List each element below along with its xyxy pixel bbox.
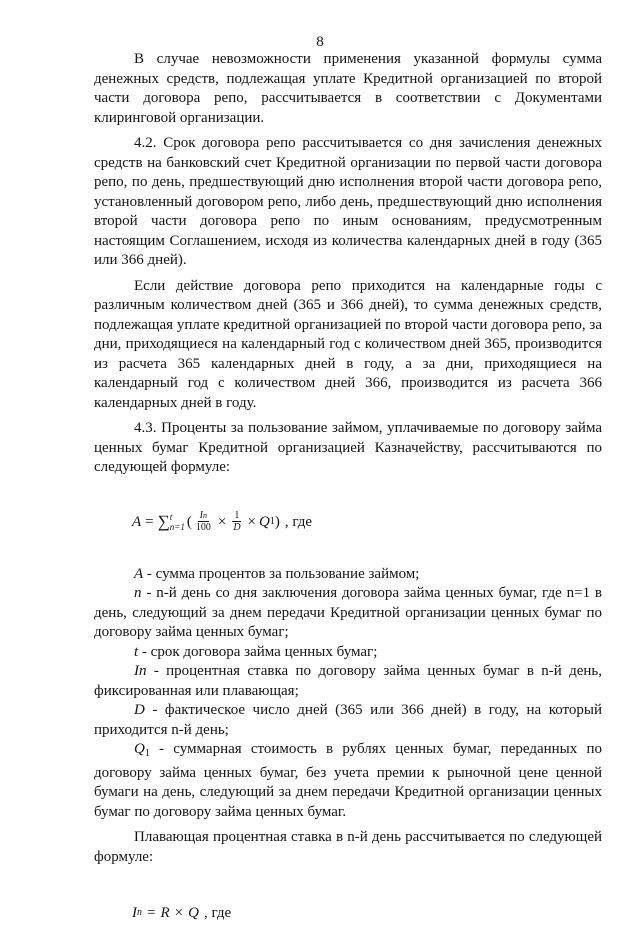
definition-a-text: - сумма процентов за пользование займом; [143, 565, 420, 582]
definition-t-text: - срок договора займа ценных бумаг; [138, 643, 378, 660]
definition-t-symbol: t [134, 643, 139, 660]
definition-q1-text: - суммарная стоимость в рублях ценных бумаг, переданных по договору займа ценных бумаг, без учета премии к рыночной цене ценной бумаги на день, следующий за днем передачи Кредитной организации ценных бумаг по договору займа ценных бумаг. [94, 741, 602, 820]
formula2-suffix: , где [203, 905, 232, 921]
formula-suffix: , где [284, 513, 313, 530]
formula-days-denominator: D [233, 522, 241, 533]
paragraph-formula-fallback: В случае невозможности применения указанной формулы сумма денежных средств, подлежащая уплате Кредитной организацией по второй части договора репо, рассчитывается в соответствии с Документами клиринговой организации. [94, 51, 602, 126]
formula2-lhs: I [132, 905, 137, 921]
formula2-r: R [160, 905, 170, 921]
formula-rate-subscript: n [203, 511, 208, 520]
paragraph-floating-rate: Плавающая процентная ставка в n-й день рассчитывается по следующей формуле: [94, 829, 602, 865]
definition-n-text: - n-й день со дня заключения договора займа ценных бумаг, где n=1 в день, следующий за днем передачи Кредитной организации ценных бумаг по договору займа ценных бумаг; [94, 585, 602, 640]
formula-interest-sum [132, 508, 602, 536]
page-number: 8 [316, 34, 324, 50]
definition-in-text: - процентная ставка по договору займа ценных бумаг в n-й день, фиксированная или плавающая; [94, 663, 602, 699]
formula-days-numerator: 1 [234, 510, 240, 521]
formula-times-2: × [247, 513, 257, 530]
formula-sum-symbol: ∑ [157, 511, 170, 531]
formula-rate-fraction [194, 510, 213, 533]
definition-a [94, 565, 602, 585]
paragraph-calendar-years: Если действие договора репо приходится на календарные годы с различным количеством дней (365 и 366 дней), то сумма денежных средств, подлежащая уплате кредитной организацией по второй части договора репо, за дни, приходящиеся на календарный год с количеством дней 365, производится из расчета 365 календарных дней в году, а за дни, приходящиеся на календарный год с количеством дней 366, производится из расчета 366 календарных дней в году. [94, 277, 602, 411]
formula-lhs: A [132, 513, 142, 530]
definition-d-text: - фактическое число дней (365 или 366 дней) в году, на который приходится n-й день; [94, 702, 602, 738]
document-body [94, 50, 602, 925]
formula2-lhs-subscript: n [137, 907, 142, 918]
definition-n-symbol: n [134, 585, 142, 601]
paragraph-4-2: 4.2. Срок договора репо рассчитывается со дня зачисления денежных средств на банковский счет Кредитной организации по первой части договора репо, по день, предшествующий дню исполнения второй части договора репо, установленный договором репо, либо день, предшествующий дню исполнения второй части договора репо по иным основаниям, предусмотренным настоящим Соглашением, исходя из количества календарных дней в году (365 или 366 дней). [94, 135, 602, 268]
definition-d [94, 701, 602, 740]
definition-q1-symbol: Q [134, 741, 145, 757]
definition-n [94, 584, 602, 643]
definition-a-symbol: A [134, 565, 144, 582]
formula-q-symbol: Q [259, 513, 270, 530]
definition-q1 [94, 740, 602, 822]
formula-q-subscript: 1 [269, 515, 275, 527]
definition-d-symbol: D [134, 702, 145, 718]
formula2-equals: = [147, 905, 156, 921]
formula-equals: = [145, 513, 154, 530]
definition-q1-subscript: 1 [144, 748, 150, 759]
formula-close-paren: ) [274, 513, 280, 530]
formula-sum-upper: t [169, 511, 173, 522]
formula2-q: Q [188, 905, 199, 921]
paragraph-4-3: 4.3. Проценты за пользование займом, уплачиваемые по договору займа ценных бумаг Кредитной организацией Казначейству, рассчитываются по следующей формуле: [94, 420, 602, 475]
formula-times-1: × [217, 513, 227, 530]
formula-sum-lower: n=1 [169, 521, 185, 532]
formula-days-fraction [231, 510, 242, 533]
formula-rate-denominator: 100 [195, 522, 211, 533]
formula-rate-symbol: I [199, 510, 204, 521]
definition-in [94, 662, 602, 701]
definition-t [94, 643, 602, 663]
formula-open-paren: ( [186, 513, 192, 530]
formula2-times: × [174, 905, 184, 921]
formula-sum-limits [170, 512, 185, 532]
definition-in-symbol: In [134, 663, 147, 679]
